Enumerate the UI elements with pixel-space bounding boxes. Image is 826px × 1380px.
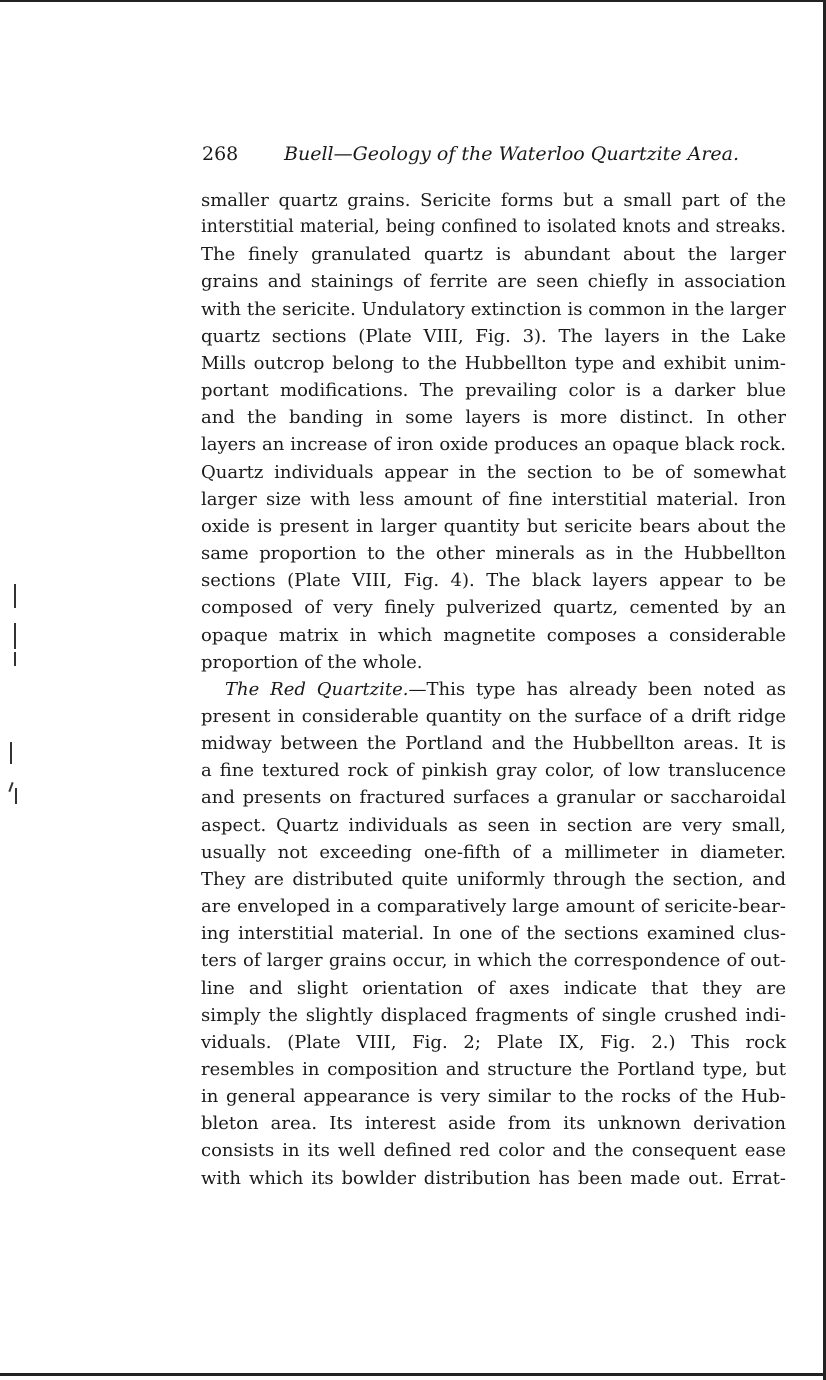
margin-mark xyxy=(15,788,17,804)
text-line: viduals. (Plate VIII, Fig. 2; Plate IX, Fig. 2.) This rock xyxy=(201,1031,786,1053)
text-line: oxide is present in larger quantity but sericite bears about the xyxy=(201,515,786,537)
margin-mark xyxy=(14,584,16,608)
text-line: in general appearance is very similar to the rocks of the Hub- xyxy=(201,1086,786,1108)
text-line: larger size with less amount of fine interstitial material. Iron xyxy=(201,488,786,510)
top-edge-rule xyxy=(0,0,826,2)
text-line: Quartz individuals appear in the section to be of somewhat xyxy=(201,461,786,483)
body-text xyxy=(201,187,786,1192)
bottom-edge-rule xyxy=(0,1373,826,1376)
margin-mark xyxy=(10,742,12,764)
text-line: resembles in composition and structure the Portland type, but xyxy=(201,1059,786,1080)
paragraph-ferruginous-quartzite xyxy=(201,187,786,676)
text-line: interstitial material, being confined to isolated knots and streaks. xyxy=(201,217,786,238)
text-line: and presents on fractured surfaces a granular or saccharoidal xyxy=(201,787,786,809)
text-line: ing interstitial material. In one of the sections examined clus- xyxy=(201,923,786,945)
margin-mark xyxy=(14,652,16,666)
text-line: opaque matrix in which magnetite composes a considerable xyxy=(201,624,786,646)
text-line: and the banding in some layers is more distinct. In other xyxy=(201,407,786,429)
text-line: ters of larger grains occur, in which the correspondence of out- xyxy=(201,950,786,972)
text-line: consists in its well defined red color and the consequent ease xyxy=(201,1140,786,1162)
text-line: sections (Plate VIII, Fig. 4). The black layers appear to be xyxy=(201,570,786,592)
paragraph-red-quartzite xyxy=(201,676,786,1192)
margin-mark xyxy=(8,782,13,792)
text-line: The finely granulated quartz is abundant about the larger xyxy=(201,244,786,266)
text-line: proportion of the whole. xyxy=(201,651,423,673)
paragraph-first-line xyxy=(201,676,786,703)
text-run: —This type has already been noted as xyxy=(408,678,786,700)
running-title: Buell—Geology of the Waterloo Quartzite Area. xyxy=(284,143,740,165)
text-line: layers an increase of iron oxide produces an opaque black rock. xyxy=(201,434,786,456)
text-line: bleton area. Its interest aside from its unknown derivation xyxy=(201,1113,786,1135)
text-line: grains and stainings of ferrite are seen chiefly in association xyxy=(201,271,786,293)
text-line: They are distributed quite uniformly through the section, and xyxy=(201,868,786,890)
text-line: simply the slightly displaced fragments of single crushed indi- xyxy=(201,1004,786,1026)
text-line: same proportion to the other minerals as in the Hubbellton xyxy=(201,543,786,565)
margin-mark xyxy=(14,623,16,649)
text-line: aspect. Quartz individuals as seen in section are very small, xyxy=(201,814,786,836)
text-line: quartz sections (Plate VIII, Fig. 3). The layers in the Lake xyxy=(201,325,786,347)
text-line: smaller quartz grains. Sericite forms but a small part of the xyxy=(201,190,786,211)
text-line: line and slight orientation of axes indicate that they are xyxy=(201,977,786,999)
text-line: are enveloped in a comparatively large amount of sericite-bear- xyxy=(201,896,786,918)
text-line: midway between the Portland and the Hubbellton areas. It is xyxy=(201,733,786,755)
text-line: Mills outcrop belong to the Hubbellton type and exhibit unim- xyxy=(201,352,786,374)
text-line: usually not exceeding one-fifth of a millimeter in diameter. xyxy=(201,841,786,863)
text-line: portant modifications. The prevailing color is a darker blue xyxy=(201,380,786,402)
text-line: composed of very finely pulverized quartz, cemented by an xyxy=(201,597,786,619)
section-heading-red-quartzite: The Red Quartzite. xyxy=(225,678,409,700)
text-line: a fine textured rock of pinkish gray color, of low translucence xyxy=(201,760,786,782)
text-line: present in considerable quantity on the surface of a drift ridge xyxy=(201,705,786,727)
page-header xyxy=(202,143,786,167)
text-line: with the sericite. Undulatory extinction is common in the larger xyxy=(201,298,786,320)
text-line: with which its bowlder distribution has been made out. Errat- xyxy=(201,1167,786,1189)
page-number: 268 xyxy=(202,143,239,165)
